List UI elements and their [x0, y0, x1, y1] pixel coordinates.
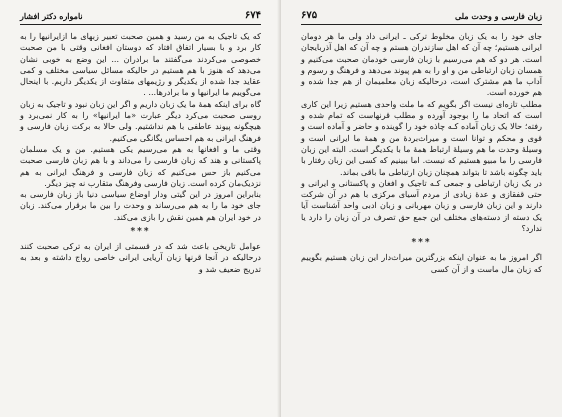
right-page-header — [301, 10, 542, 25]
section-separator: *** — [411, 238, 432, 249]
left-paragraph: وقتی ما و افغانها به هم می‌رسیم یکی هستیم. من و یک مسلمان پاکستانی و هند که زبان فارسی را می‌داند و با هم زبان فارسی صحبت می‌کنیم باز حس می‌کنیم که زبان فارسی و فرهنگ ایرانی به هم نزدیک‌مان کرده است. زبان فارسی وفرهنگ متقارب نه چیز دیگر. — [20, 143, 261, 188]
section-separator: *** — [130, 227, 151, 238]
left-paragraph: که یک تاجیک به من رسید و همین صحبت تعبیر زبهای ما ازایرانیها را به کار برد و با بسیار اتفاق افتاد که دوستان افغانی وقتی با من صحبت خصوصی می‌کردند می‌گفتند ما برادران ... این وضع به خوبی نشان می‌دهد که هنوز با هم هستیم در حالیکه مسائل سیاسی مختلف و کمی عقاید جدا شده از یکدیگر و رژیمهای متفاوت از یکدیگر داریم. با اینحال می‌گوییم ما ایرانیها و ما برادرها... . — [20, 31, 261, 98]
left-paragraph: بنابراین امروز در این گیتی ودار اوضاع سیاسی دنیا باز زبان فارسی به جای خود ما را به هم می‌رساند و وحدت را بین ما برقرار می‌کند. زبان در خود ایران هم همین نقش را بازی می‌کند. — [20, 189, 261, 222]
left-page-number: ۶۷۴ — [244, 10, 261, 21]
right-paragraph: اگر امروز ما به عنوان اینکه بزرگترین میراث‌دار این زبان هستیم بگوییم که زبان مال ماست و از آن کسی — [301, 252, 542, 274]
right-running-title: زبان فارسی و وحدت ملی — [454, 11, 542, 21]
right-paragraph: در یک زبان ارتباطی و جمعی کـه تاجیک و افغان و پاکستانی و ایرانی و حتی قفقازی و عدهٔ زیادی از مردم آسیای مرکزی با هم در آن شرکت دارند و این زبان فارسی و زبان مهربانی و زبان ادبی واحد آشناست آیا یک دسته از دسته‌های مختلف این جمع حق تصرف در آن زبان را دارد یا ندارد؟ — [301, 177, 542, 234]
right-paragraph: جای خود را به یک زبان مخلوط ترکی ـ ایرانی داد ولی ما هر دومان ایرانی هستیم؛ چه آن که اهل سازندران هستم و چه آن که اهل آذربایجان است. هر دو که هم می‌رسیم با زبان فارسی خودمان صحبت می‌کنیم و همسان زبان ارتباطی من و او را به هم پیوند می‌دهد و فرهنگ و رسوم و آداب ما هم مشترک است، درحالیکه زبان معلمیمان از هم جدا شده و هم خورده است. — [301, 31, 542, 98]
right-page-number: ۶۷۵ — [301, 10, 318, 21]
right-paragraph: مطلب تازه‌ای نیست اگر بگویم که ما ملت واحدی هستیم زیرا این کاری است که اتحاد ما را بوجود آورده و مطلب قرنهاست که تمام شده و رفته؛ حالا یک زبان آماده کـه چاذه خود را گوینده و حاضر و آماده است و قوی و محکم و توانا است و میراث‌بردهٔ من و همهٔ ما ایرانی است و وسیلهٔ وحدت ما هم وسیلهٔ ارتباط همهٔ ما با یکدیگر است. البته این زبان فارسی را ما مبیو هستیم که نیست. اما ببینیم که کسی این زبان رفتار با باید چگونه باشد تا بتواند همچنان زبان ارتباطی ما باقی بماند. — [301, 98, 542, 177]
right-page — [281, 0, 562, 417]
left-running-title: نامواره دکتر افشار — [20, 11, 83, 21]
right-page-body — [301, 31, 542, 275]
left-paragraph: گاه برای اینکه همهٔ ما یک زبان داریم و اگر این زبان نبود و تاجیک به زبان روسی صحبت می‌کرد دیگر عبارت «ما ایرانیها» را به کار نمی‌برد و هیچگونه پیوند عاطفی با هم نداشتیم. ولی حالا به برکت زبان فارسی و فرهنگ ایرانی به هم احساس یگانگی می‌کنیم. — [19, 98, 261, 143]
left-page-header — [20, 10, 261, 25]
left-page-body — [20, 31, 261, 275]
left-paragraph: عوامل تاریخی باعث شد که در قسمتی از ایران به ترکی صحبت کنند درحالیکه در آنجا قرنها زبان آریایی ایرانی خاصی رواج داشته و بعد به تدریج ضعیف شد و — [20, 241, 261, 274]
